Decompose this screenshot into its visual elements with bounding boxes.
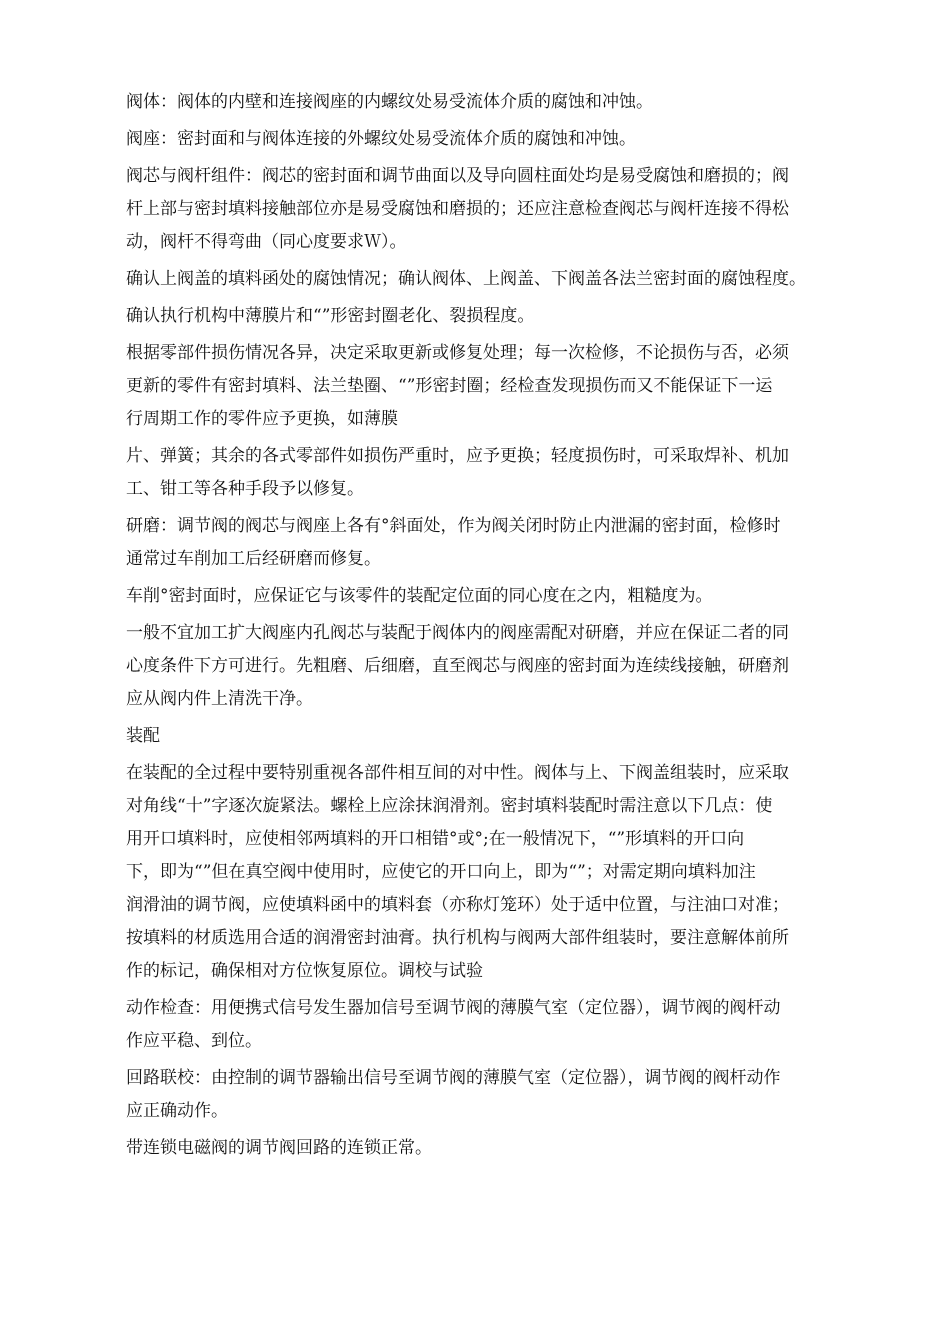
text-line: 动作检查：用便携式信号发生器加信号至调节阀的薄膜气室（定位器），调节阀的阀杆动 (126, 998, 781, 1018)
text-line: 应正确动作。 (126, 1101, 228, 1121)
text-line: 工、钳工等各种手段予以修复。 (126, 479, 364, 499)
text-line: 用开口填料时，应使相邻两填料的开口相错°或°;在一般情况下，“”形填料的开口向 (126, 829, 745, 849)
text-line: 应从阀内件上清洗干净。 (126, 689, 313, 709)
text-line: 带连锁电磁阀的调节阀回路的连锁正常。 (126, 1138, 432, 1158)
text-line: 装配 (126, 726, 160, 746)
paragraph (126, 510, 876, 576)
text-line: 通常过车削加工后经研磨而修复。 (126, 549, 381, 569)
paragraph (126, 992, 876, 1058)
paragraph (126, 123, 876, 156)
text-line: 更新的零件有密封填料、法兰垫圈、“”形密封圈；经检查发现损伤而又不能保证下一运 (126, 376, 773, 396)
text-line: 润滑油的调节阀，应使填料函中的填料套（亦称灯笼环）处于适中位置，与注油口对准； (126, 895, 789, 915)
text-line: 行周期工作的零件应予更换，如薄膜 (126, 409, 398, 429)
paragraph (126, 580, 876, 613)
text-line: 一般不宜加工扩大阀座内孔阀芯与装配于阀体内的阀座需配对研磨，并应在保证二者的同 (126, 623, 789, 643)
paragraph (126, 757, 876, 988)
paragraph (126, 160, 876, 259)
text-line: 作的标记，确保相对方位恢复原位。调校与试验 (126, 961, 483, 981)
text-line: 根据零部件损伤情况各异，决定采取更新或修复处理；每一次检修，不论损伤与否，必须 (126, 343, 789, 363)
text-line: 阀芯与阀杆组件：阀芯的密封面和调节曲面以及导向圆柱面处均是易受腐蚀和磨损的；阀 (126, 166, 789, 186)
paragraph (126, 1062, 876, 1128)
text-line: 在装配的全过程中要特别重视各部件相互间的对中性。阀体与上、下阀盖组装时，应采取 (126, 763, 789, 783)
text-line: 确认上阀盖的填料函处的腐蚀情况；确认阀体、上阀盖、下阀盖各法兰密封面的腐蚀程度。 (126, 269, 806, 289)
paragraph (126, 300, 876, 333)
text-line: 阀体：阀体的内壁和连接阀座的内螺纹处易受流体介质的腐蚀和冲蚀。 (126, 92, 653, 112)
text-line: 心度条件下方可进行。先粗磨、后细磨，直至阀芯与阀座的密封面为连续线接触，研磨剂 (126, 656, 789, 676)
paragraph (126, 720, 876, 753)
text-line: 杆上部与密封填料接触部位亦是易受腐蚀和磨损的；还应注意检查阀芯与阀杆连接不得松 (126, 199, 789, 219)
text-line: 回路联校：由控制的调节器输出信号至调节阀的薄膜气室（定位器），调节阀的阀杆动作 (126, 1068, 781, 1088)
text-line: 作应平稳、到位。 (126, 1031, 262, 1051)
text-line: 确认执行机构中薄膜片和“”形密封圈老化、裂损程度。 (126, 306, 535, 326)
text-line: 阀座：密封面和与阀体连接的外螺纹处易受流体介质的腐蚀和冲蚀。 (126, 129, 636, 149)
text-line: 研磨：调节阀的阀芯与阀座上各有°斜面处，作为阀关闭时防止内泄漏的密封面，检修时 (126, 516, 781, 536)
paragraph (126, 440, 876, 506)
text-line: 车削°密封面时，应保证它与该零件的装配定位面的同心度在之内，粗糙度为。 (126, 586, 713, 606)
text-line: 下，即为“”但在真空阀中使用时，应使它的开口向上，即为“”；对需定期向填料加注 (126, 862, 756, 882)
text-line: 动，阀杆不得弯曲（同心度要求Ｗ）。 (126, 232, 407, 252)
paragraph (126, 617, 876, 716)
paragraph (126, 86, 876, 119)
text-line: 片、弹簧；其余的各式零部件如损伤严重时，应予更换；轻度损伤时，可采取焊补、机加 (126, 446, 789, 466)
document-body (126, 86, 876, 1165)
text-line: 对角线“十”字逐次旋紧法。螺栓上应涂抹润滑剂。密封填料装配时需注意以下几点：使 (126, 796, 773, 816)
paragraph (126, 1132, 876, 1165)
text-line: 按填料的材质选用合适的润滑密封油膏。执行机构与阀两大部件组装时，要注意解体前所 (126, 928, 789, 948)
paragraph (126, 337, 876, 436)
paragraph (126, 263, 876, 296)
